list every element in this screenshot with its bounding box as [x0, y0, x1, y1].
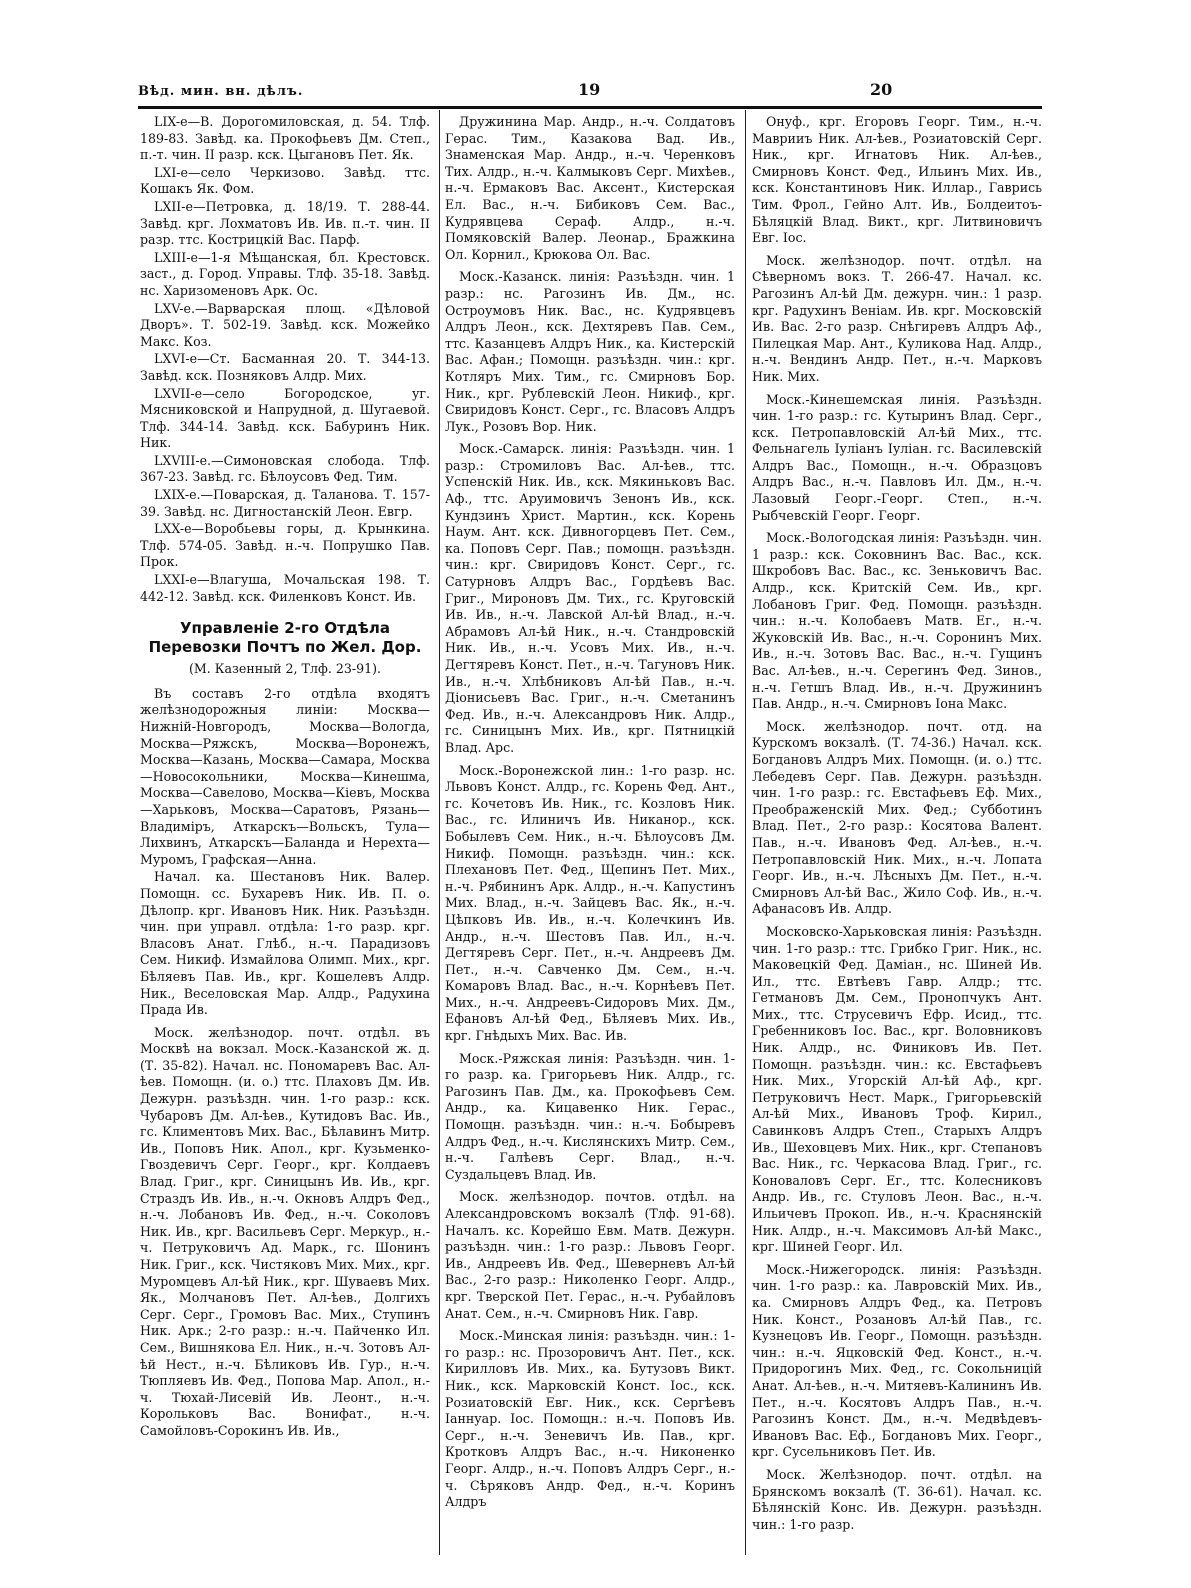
- directory-entry: LXVI-е—Ст. Басманная 20. Т. 344-13. Завѣд. кск. Позняковъ Алдр. Мих.: [140, 351, 430, 383]
- directory-entry: LXI-е—село Черкизово. Завѣд. ттс. Кошакъ Як. Фом.: [140, 164, 430, 197]
- directory-entry: Моск.-Казанск. линія: Разъѣздн. чин. 1 разр.: нс. Рагозинъ Ив. Дм., нс. Остроумовъ Ник. Вас., нс. Кудрявцевъ Алдръ Леон., кск. Дехтяревъ Пав. Сем., ттс. Казанцевъ Алдръ Ник., ка. Кистерскій Вас. Афан.; Помощн. разъѣздн. чин.: крг. Котляръ Мих. Тим., гс. Смирновъ Бор. Ник., крг. Рублевскій Леон. Никиф., крг. Свиридовъ Конст. Серг., гс. Власовъ Алдръ Лук., Розовъ Вор. Ник.: [445, 269, 735, 434]
- column-divider-1: [439, 110, 440, 1555]
- page-number-right: 20: [870, 80, 893, 99]
- text-column-2: [445, 114, 735, 1554]
- directory-entry: LXVIII-е.—Симоновская слобода. Тлф. 367-23. Завѣд. гс. Бѣлоусовъ Фед. Тим.: [140, 452, 430, 485]
- directory-entry: LIX-е—В. Дорогомиловская, д. 54. Тлф. 189-83. Завѣд. ка. Прокофьевъ Дм. Степ., п.-т. чин. II разр. кск. Цыгановъ Пет. Як.: [140, 114, 430, 163]
- directory-entry: Моск. желѣзнодор. почт. отдѣл. въ Москвѣ на вокзал. Моск.-Казанской ж. д. (Т. 35-82). Начал. нс. Пономаревъ Вас. Ал-ѣев. Помощн. (и. о.) ттс. Плаховъ Дм. Ив. Дежурн. разъѣздн. чин. 1-го разр.: кск. Чубаровъ Дм. Ал-ѣев., Кутидовъ Вас. Ив., гс. Климентовъ Мих. Вас., Бѣлавинъ Митр. Ив., Поповъ Ник. Апол., крг. Кузьменко-Гвоздевичъ Серг. Георг., крг. Колдаевъ Влад. Григ., крг. Синицынъ Ив. Ив., крг. Страздъ Ив. Ив., н.-ч. Окновъ Алдръ Фед., н.-ч. Лобановъ Ив. Фед., н.-ч. Соколовъ Ник. Ив., крг. Васильевъ Серг. Меркур., н.-ч. Петруковичъ Ад. Марк., гс. Шонинъ Ник. Григ., кск. Чистяковъ Мих. Мих., крг. Муромцевъ Ал-ѣй Ник., крг. Шуваевъ Мих. Як., Молчановъ Пет. Ал-ѣев., Долгихъ Серг. Серг., Громовъ Вас. Мих., Ступинъ Ник. Арк.; 2-го разр.: н.-ч. Пайченко Ил. Сем., Вишнякова Ел. Ник., н.-ч. Зотовъ Ал-ѣй Нест., н.-ч. Бѣликовъ Ив. Гур., н.-ч. Тюпляевъ Ив. Фед., Попова Мар. Апол., н.-ч. Тюхай-Лисевій Ив. Леонт., н.-ч. Корольковъ Вас. Вонифат., н.-ч. Самойловъ-Сорокинъ Ив. Ив.,: [140, 1024, 430, 1438]
- text-column-3: [752, 114, 1042, 1554]
- directory-entry: Московско-Харьковская линія: Разъѣздн. чин. 1-го разр.: ттс. Грибко Григ. Ник., нс. Маковецкій Фед. Даміан., нс. Шиней Ив. Ил., ттс. Евтѣевъ Гавр. Алдр.; ттс. Гетмановъ Дм. Сем., Пронопчукъ Ант. Мих., ттс. Струсевичъ Ефр. Исид., ттс. Гребенниковъ Іос. Вас., крг. Воловниковъ Ник. Алдр., нс. Финиковъ Ив. Пет. Помощн. разъѣздн. чин.: кс. Евстафьевъ Ник. Мих., Угорскій Ал-ѣй Аф., крг. Петруковичъ Нест. Марк., Григорьевскій Ал-ѣй Мих., Ивановъ Троф. Кирил., Савинковъ Алдръ Степ., Старыхъ Алдръ Ив., Шеховцевъ Мих. Ник., крг. Степановъ Вас. Ник., гс. Черкасова Влад. Григ., гс. Коноваловъ Серг. Ег., ттс. Колесниковъ Андр. Ив., гс. Стуловъ Леон. Вас., н.-ч. Ильичевъ Прокоп. Ив., н.-ч. Краснянскій Ник. Алдр., н.-ч. Максимовъ Ал-ѣй Макс., крг. Шиней Георг. Ил.: [752, 923, 1042, 1255]
- directory-entry: Моск. желѣзнодор. почт. отд. на Курскомъ вокзалѣ. (Т. 74-36.) Начал. кск. Богдановъ Алдръ Мих. Помощн. (и. о.) ттс. Лебедевъ Серг. Пав. Дежурн. разъѣздн. чин. 1-го разр.: гс. Евстафьевъ Еф. Мих., Преображенскій Мих. Фед.; Субботинъ Влад. Пет., 2-го разр.: Косятова Валент. Пав., н.-ч. Ивановъ Фед. Ал-ѣев., н.-ч. Петропавловскій Ник. Мих., н.-ч. Лопата Георг. Ив., н.-ч. Лѣсныхъ Дм. Пет., н.-ч. Смирновъ Ал-ѣй Вас., Жило Соф. Ив., н.-ч. Афанасовъ Ив. Алдр.: [752, 718, 1042, 917]
- directory-entry: LXXI-е—Влагуша, Мочальская 198. Т. 442-12. Завѣд. кск. Филенковъ Конст. Ив.: [140, 572, 430, 604]
- text-column-1: [140, 114, 430, 1554]
- directory-entry: Моск.-Ряжская линія: Разъѣздн. чин. 1-го разр. ка. Григорьевъ Ник. Алдр., гс. Рагозинъ Пав. Дм., ка. Прокофьевъ Сем. Андр., ка. Кицавенко Ник. Герас., Помощн. разъѣздн. чин.: н.-ч. Бобыревъ Алдръ Фед., н.-ч. Кислянскихъ Митр. Сем., н.-ч. Галѣевъ Серг. Влад., н.-ч. Суздальцевъ Влад. Ив.: [445, 1050, 735, 1182]
- running-head: Вѣд. мин. вн. дѣлъ.: [138, 84, 304, 99]
- directory-entry: LXIII-е—1-я Мѣщанская, бл. Крестовск. заст., д. Город. Управы. Тлф. 35-18. Завѣд. нс. Харизоменовъ Арк. Ос.: [140, 249, 430, 298]
- directory-entry: Моск.-Минская линія: разъѣздн. чин.: 1-го разр.: нс. Прозоровичъ Ант. Пет., кск. Кирилловъ Ив. Мих., ка. Бутузовъ Викт. Ник., кск. Марковскій Конст. Іос., кск. Розиатовскій Евг. Ник., кск. Сергѣевъ Іаннуар. Іос. Помощн.: н.-ч. Поповъ Ив. Серг., н.-ч. Зеневичъ Ив. Пав., крг. Кротковъ Алдръ Вас., н.-ч. Никоненко Георг. Алдр., н.-ч. Поповъ Алдръ Серг., н.-ч. Сѣряковъ Андр. Фед., н.-ч. Коринъ Алдръ: [445, 1328, 735, 1510]
- page-number-left: 19: [578, 80, 601, 99]
- directory-entry: Начал. ка. Шестановъ Ник. Валер. Помощн. сс. Бухаревъ Ник. Ив. П. о. Дѣлопр. крг. Ивановъ Ник. Ник. Разъѣздн. чин. при управл. отдѣла: 1-го разр. крг. Власовъ Анат. Глѣб., н.-ч. Парадизовъ Сем. Никиф. Измайлова Олимп. Мих., крг. Бѣляевъ Пав. Ив., крг. Кошелевъ Алдр. Ник., Веселовская Мар. Алдр., Радухина Прада Ив.: [140, 869, 430, 1018]
- directory-entry: LXV-е.—Варварская площ. «Дѣловой Дворъ». Т. 502-19. Завѣд. кск. Можейко Макс. Коз.: [140, 300, 430, 349]
- directory-entry: Моск. желѣзнодор. почтов. отдѣл. на Александровскомъ вокзалѣ (Тлф. 91-68). Началъ. кс. Корейшо Евм. Матв. Дежурн. разъѣздн. чин.: 1-го разр.: Львовъ Георг. Ив., Андреевъ Ив. Фед., Шеверневъ Ал-ѣй Вас., 2-го разр.: Николенко Георг. Алдр., крг. Тверской Пет. Герас., н.-ч. Рубайловъ Анат. Сем., н.-ч. Смирновъ Ник. Гавр.: [445, 1189, 735, 1321]
- directory-entry: Моск. Желѣзнодор. почт. отдѣл. на Брянскомъ вокзалѣ (Т. 36-61). Начал. кс. Бѣлянскій Конс. Ив. Дежурн. разъѣздн. чин.: 1-го разр.: [752, 1466, 1042, 1532]
- directory-entry: LXX-е—Воробьевы горы, д. Крынкина. Тлф. 574-05. Завѣд. н.-ч. Попрушко Пав. Прок.: [140, 521, 430, 570]
- directory-entry: Онуф., крг. Егоровъ Георг. Тим., н.-ч. Маврииъ Ник. Ал-ѣев., Розиатовскій Серг. Ник., крг. Игнатовъ Ник. Ал-ѣев., Смирновъ Конст. Фед., Ильинъ Мих. Ив., кск. Константиновъ Ник. Иллар., Гаврись Тим. Фрол., Гейно Алт. Ив., Болдеитоъ-Бѣляцкій Влад. Викт., крг. Литвиновичъ Евг. Іос.: [752, 114, 1042, 246]
- directory-entry: Моск.-Самарск. линія: Разъѣздн. чин. 1 разр.: Стромиловъ Вас. Ал-ѣев., ттс. Успенскій Ник. Ив., кск. Мякиньковъ Вас. Аф., ттс. Аруимовичъ Зенонъ Ив., кск. Кундзинъ Христ. Мартин., кск. Корень Наум. Ант. кск. Дивногорцевъ Пет. Сем., ка. Поповъ Серг. Пав.; помощн. разъѣздн. чин.: крг. Свиридовъ Конст. Серг., гс. Сатурновъ Алдръ Вас., Гордѣевъ Вас. Григ., Мироновъ Дм. Тих., гс. Круговскій Ив. Ив., н.-ч. Лавской Ал-ѣй Влад., н.-ч. Абрамовъ Ал-ѣй Ник., н.-ч. Стандровскій Ник. Ив., н.-ч. Усовъ Мих. Ив., н.-ч. Дегтяревъ Конст. Пет., н.-ч. Тагуновъ Ник. Ив., н.-ч. Хлѣбниковъ Ал-ѣй Пав., н.-ч. Діонисьевъ Вас. Григ., н.-ч. Сметанинъ Фед. Ив., н.-ч. Александровъ Ник. Алдр., гс. Синицынъ Мих. Ив., крг. Пятницкій Влад. Арс.: [445, 441, 735, 755]
- directory-entry: Моск.-Вологодская линія: Разъѣздн. чин. 1 разр.: кск. Соковнинъ Вас. Вас., кск. Шкробовъ Вас. Вас., кс. Зеньковичъ Вас. Алдр., кск. Критскій Сем. Ив., крг. Лобановъ Григ. Фед. Помощн. разъѣздн. чин.: н.-ч. Колобаевъ Матв. Ег., н.-ч. Жуковскій Ив. Вас., н.-ч. Соронинъ Мих. Ив., н.-ч. Зотовъ Вас. Вас., н.-ч. Гущинъ Вас. Ал-ѣев., н.-ч. Серегинъ Фед. Зинов., н.-ч. Гетшъ Влад. Ив., н.-ч. Дружининъ Пав. Андр., н.-ч. Смирновъ Іона Макс.: [752, 530, 1042, 712]
- directory-entry: Въ составъ 2-го отдѣла входятъ желѣзнодорожныя линіи: Москва—Нижній-Новгородъ, Москва—Вологда, Москва—Ряжскъ, Москва—Воронежъ, Москва—Казань, Москва—Самара, Москва—Новосокольники, Москва—Кинешма, Москва—Савелово, Москва—Кіевъ, Москва—Харьковъ, Москва—Саратовъ, Рязань—Владиміръ, Аткарскъ—Вольскъ, Тула—Лихвинъ, Аткарскъ—Баланда и Нерехта—Муромъ, Графская—Анна.: [140, 685, 430, 867]
- section-title: Управленіе 2-го Отдѣла Перевозки Почтъ по Жел. Дор.: [148, 619, 422, 657]
- directory-entry: Дружинина Мар. Андр., н.-ч. Солдатовъ Герас. Тим., Казакова Вад. Ив., Знаменская Мар. Андр., н.-ч. Черенковъ Тих. Алдр., н.-ч. Калмыковъ Серг. Михѣев., н.-ч. Ермаковъ Вас. Аксент., Кистерская Ел. Вас., н.-ч. Бибиковъ Сем. Вас., Кудрявцева Сераф. Алдр., н.-ч. Помяковскій Валер. Леонар., Бражкина Ол. Корнил., Крюкова Ол. Вас.: [445, 114, 735, 262]
- directory-entry: Моск.-Нижегородск. линія: Разъѣздн. чин. 1-го разр.: ка. Лавровскій Мих. Ив., ка. Смирновъ Алдръ Фед., ка. Петровъ Ник. Конст., Розановъ Ал-ѣй Пав., гс. Кузнецовъ Ив. Георг., Помощн. разъѣздн. чин.: н.-ч. Яцковскій Фед. Конст., н.-ч. Придорогинъ Мих. Фед., гс. Сокольницій Анат. Ал-ѣев., н.-ч. Митяевъ-Калининъ Ив. Пет., н.-ч. Косятовъ Алдръ Пав., н.-ч. Рагозинъ Конст. Дм., н.-ч. Медвѣдевъ-Ивановъ Вас. Еф., Богдановъ Мих. Георг., крг. Сусельниковъ Пет. Ив.: [752, 1261, 1042, 1460]
- directory-entry: LXII-е—Петровка, д. 18/19. Т. 288-44. Завѣд. крг. Лохматовъ Ив. Ив. п.-т. чин. II разр. ттс. Кострицкій Вас. Парф.: [140, 198, 430, 248]
- directory-entry: LXVII-е—село Богородское, уг. Мясниковской и Напрудной, д. Шугаевой. Тлф. 344-14. Завѣд. кск. Бабуринъ Ник. Ник.: [140, 385, 430, 451]
- directory-entry: Моск. желѣзнодор. почт. отдѣл. на Сѣверномъ вокз. Т. 266-47. Начал. кс. Рагозинъ Ал-ѣй Дм. дежурн. чин.: 1 разр. крг. Радухинъ Веніам. Ив. крг. Московскій Ив. Вас. 2-го разр. Снѣгиревъ Алдръ Аф., Пилецкая Мар. Ант., Куликова Над. Алдр., н.-ч. Вендинъ Андр. Пет., н.-ч. Марковъ Ник. Мих.: [752, 252, 1042, 384]
- directory-entry: Моск.-Кинешемская линія. Разъѣздн. чин. 1-го разр.: гс. Кутыринъ Влад. Серг., кск. Петропавловскій Ал-ѣй Мих., ттс. Фельнагель Іуліанъ Іуліан. гс. Василевскій Алдръ Вас., Помощн., н.-ч. Образцовъ Алдръ Вас., н.-ч. Павловъ Ил. Дм., н.-ч. Лазовый Георг.-Георг. Степ., н.-ч. Рыбчевскій Георг. Георг.: [752, 391, 1042, 523]
- directory-entry: Моск.-Воронежской лин.: 1-го разр. нс. Львовъ Конст. Алдр., гс. Корень Фед. Ант., гс. Кочетовъ Ив. Ник., гс. Козловъ Ник. Вас., гс. Илиничъ Ив. Никанор., кск. Бобылевъ Сем. Ник., н.-ч. Бѣлоусовъ Дм. Никиф. Помощн. разъѣздн. чин.: кск. Плехановъ Пет. Фед., Щепинъ Пет. Мих., н.-ч. Рябининъ Арк. Алдр., н.-ч. Капустинъ Мих. Влад., н.-ч. Зайцевъ Вас. Як., н.-ч. Цѣпковъ Ив. Ив., н.-ч. Колечкинъ Ив. Андр., н.-ч. Шестовъ Пав. Ил., н.-ч. Дегтяревъ Серг. Пет., н.-ч. Андреевъ Дм. Пет., н.-ч. Савченко Дм. Сем., н.-ч. Комаровъ Влад. Вас., н.-ч. Корнѣевъ Пет. Мих., н.-ч. Андреевъ-Сидоровъ Мих. Дм., Ефановъ Ал-ѣй Фед., Бѣляевъ Мих. Ив., крг. Гнѣдыхъ Мих. Вас. Ив.: [445, 762, 735, 1044]
- header-rule: [138, 106, 1042, 109]
- section-address: (М. Казенный 2, Тлф. 23-91).: [188, 661, 382, 677]
- column-divider-2: [745, 110, 746, 1555]
- directory-entry: LXIX-е.—Поварская, д. Таланова. Т. 157-39. Завѣд. нс. Дигностанскій Леон. Евгр.: [140, 487, 430, 519]
- page-header: [138, 80, 1038, 106]
